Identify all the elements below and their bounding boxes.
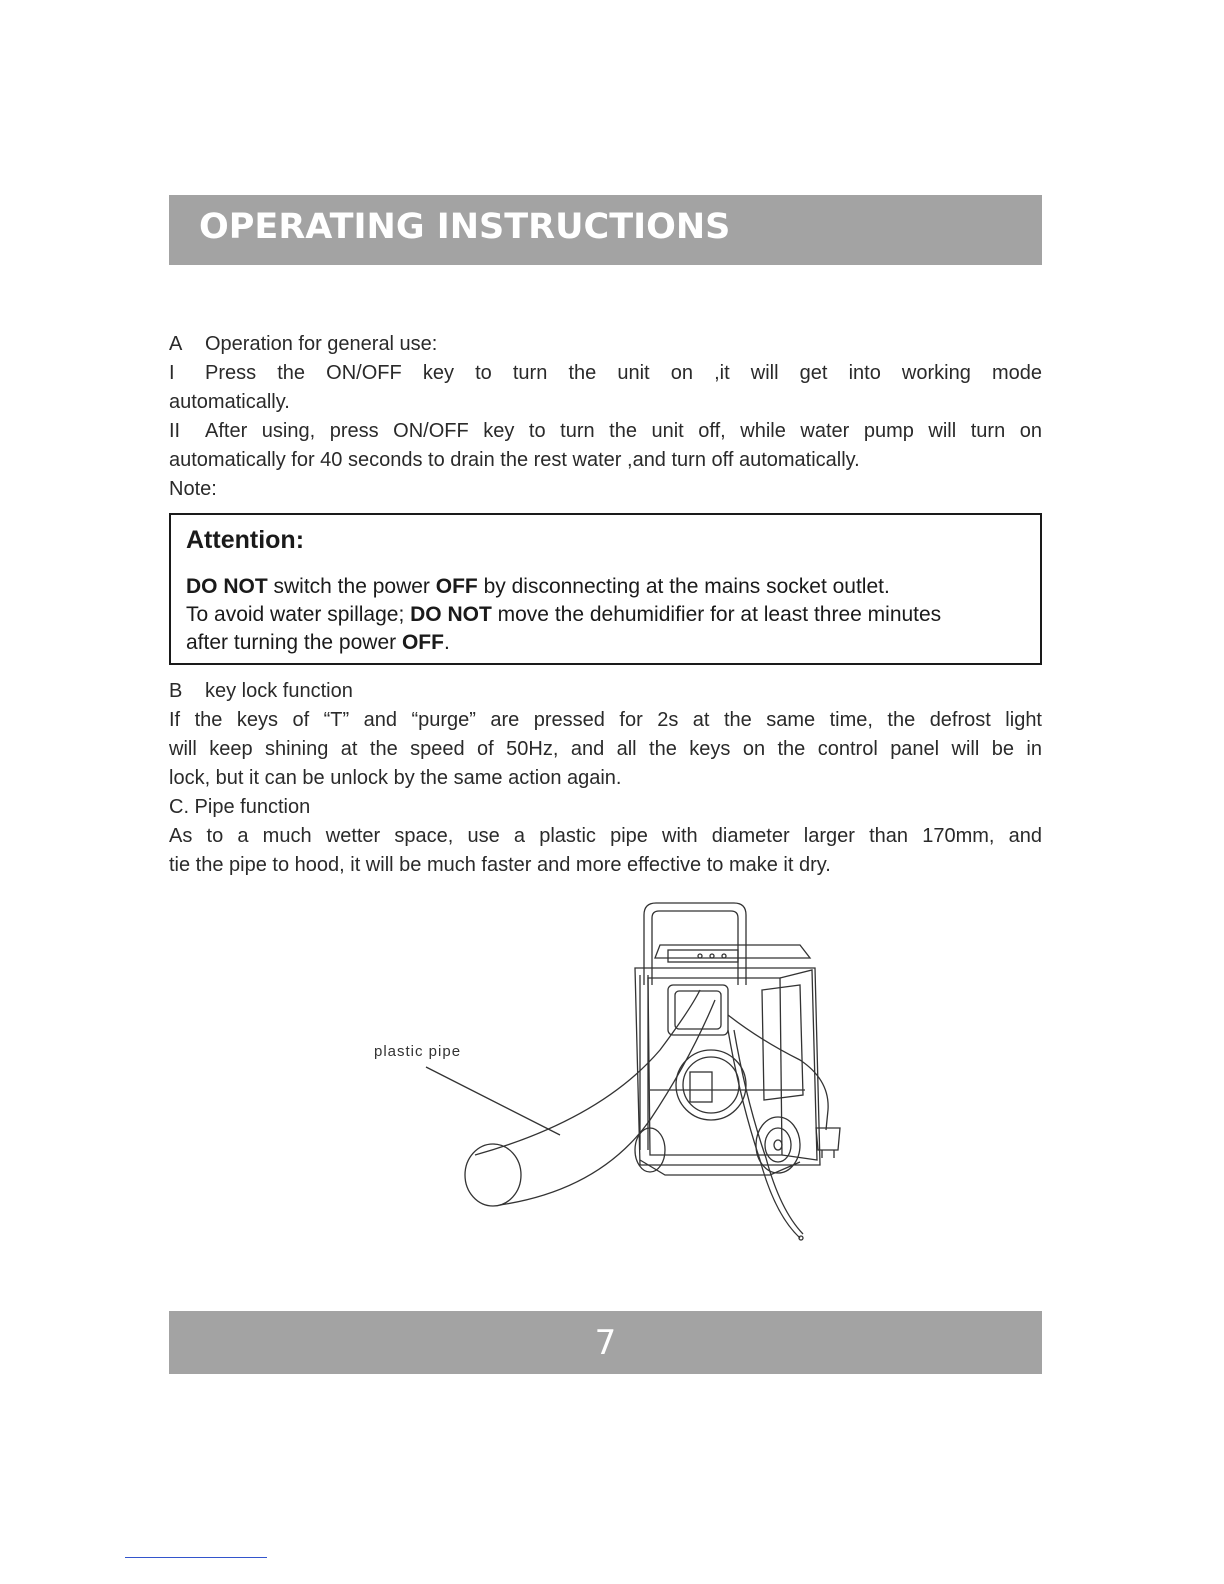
attention-box [169, 513, 1042, 665]
footer-bar [169, 1311, 1042, 1374]
section-a-item2-line2: automatically for 40 seconds to drain the rest water ,and turn off automatically. [169, 449, 860, 471]
section-a-item1-line2: automatically. [169, 391, 290, 413]
content-body [169, 330, 1042, 880]
attention-line-2: To avoid water spillage; DO NOT move the dehumidifier for at least three minutes [186, 603, 942, 626]
attention-line-1: DO NOT switch the power OFF by disconnecting at the mains socket outlet. [186, 575, 890, 598]
page-title: OPERATING INSTRUCTIONS [199, 207, 731, 247]
section-c-heading: C. Pipe function [169, 796, 311, 818]
dehumidifier-drawing [360, 895, 850, 1250]
section-b-heading: B key lock function [169, 680, 353, 702]
section-b-line1: If the keys of “T” and “purge” are pressed for 2s at the same time, the defrost light [169, 709, 1042, 731]
attention-title: Attention: [186, 526, 305, 554]
section-b-line3: lock, but it can be unlock by the same action again. [169, 767, 622, 789]
plastic-pipe-label: plastic pipe [374, 1043, 462, 1060]
attention-line-3: after turning the power OFF. [186, 631, 450, 654]
section-a-item2-line1: II After using, press ON/OFF key to turn the unit off, while water pump will turn on [169, 420, 1042, 442]
section-c-line2: tie the pipe to hood, it will be much faster and more effective to make it dry. [169, 854, 831, 876]
section-a-heading: A Operation for general use: [169, 333, 438, 355]
section-c-line1: As to a much wetter space, use a plastic pipe with diameter larger than 170mm, and [169, 825, 1042, 847]
dehumidifier-illustration [360, 895, 850, 1250]
title-bar [169, 195, 1042, 265]
section-a-item1-line1: I Press the ON/OFF key to turn the unit on ,it will get into working mode [169, 362, 1042, 384]
link-underline [125, 1557, 267, 1558]
page-number: 7 [594, 1323, 617, 1363]
section-b-line2: will keep shining at the speed of 50Hz, and all the keys on the control panel will be in [169, 738, 1042, 760]
note-label: Note: [169, 478, 217, 500]
